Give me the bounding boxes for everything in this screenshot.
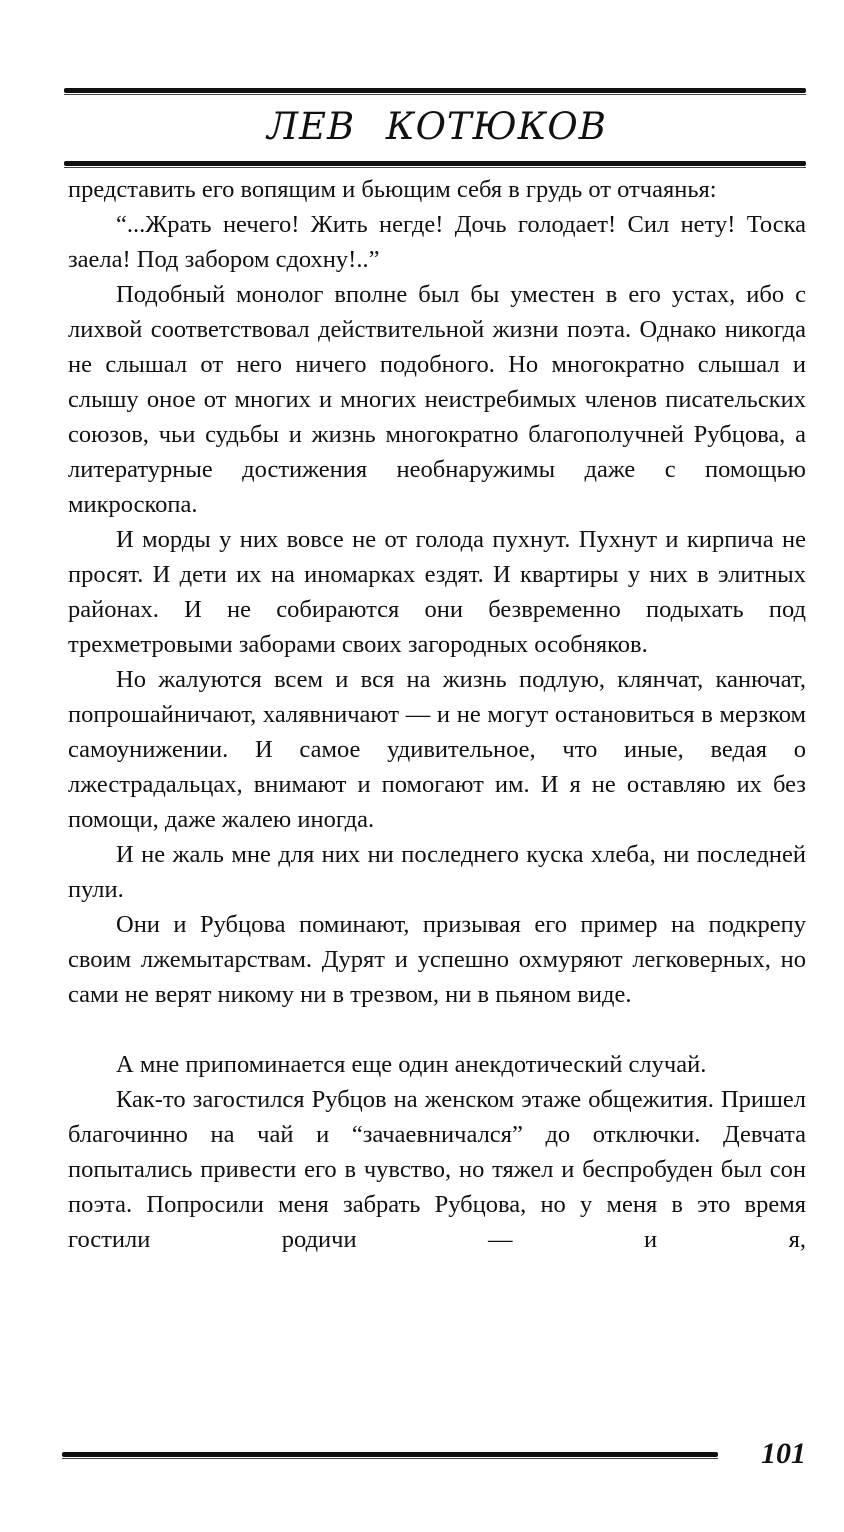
paragraph-quote: “...Жрать нечего! Жить негде! Дочь голодает! Сил нету! Тоска заела! Под забором сдохну!..” — [68, 211, 806, 273]
page-number: 101 — [761, 1437, 806, 1470]
header-top-rule — [64, 88, 806, 93]
header-bottom-rule — [64, 161, 806, 166]
section-break — [68, 1012, 806, 1047]
page-footer — [62, 1437, 806, 1471]
paragraph: И морды у них вовсе не от голода пухнут. Пухнут и кирпича не просят. И дети их на иномарках ездят. И квартиры у них в элитных районах. И не собираются они безвременно подыхать под трехметровыми заборами своих загородных особняков. — [68, 526, 806, 658]
paragraph: представить его вопящим и бьющим себя в грудь от отчаянья: — [68, 176, 717, 203]
paragraph: И не жаль мне для них ни последнего куска хлеба, ни последней пули. — [68, 841, 806, 903]
paragraph: Подобный монолог вполне был бы уместен в его устах, ибо с лихвой соответствовал действительной жизни поэта. Однако никогда не слышал от него ничего подобного. Но многократно слышал и слышу оное от многих и многих неистребимых членов писательских союзов, чьи судьбы и жизнь многократно благополучней Рубцова, а литературные достижения необнаружимы даже с помощью микроскопа. — [68, 281, 806, 518]
paragraph: А мне припоминается еще один анекдотический случай. — [116, 1051, 707, 1078]
paragraph: Но жалуются всем и вся на жизнь подлую, клянчат, канючат, попрошайничают, халявничают — и не могут остановиться в мерзком самоунижении. И самое удивительное, что иные, ведая о лжестрадальцах, внимают и помогают им. И я не оставляю их без помощи, даже жалею иногда. — [68, 666, 806, 833]
running-head-author: ЛЕВ КОТЮКОВ — [267, 105, 607, 148]
paragraph: Они и Рубцова поминают, призывая его пример на подкрепу своим лжемытарствам. Дурят и успешно охмуряют легковерных, но сами не верят никому ни в трезвом, ни в пьяном виде. — [68, 911, 806, 1008]
body-text — [68, 172, 806, 1257]
paragraph: Как-то загостился Рубцов на женском этаже общежития. Пришел благочинно на чай и “зачаевничался” до отключки. Девчата попытались привести его в чувство, но тяжел и беспробуден был сон поэта. Попросили меня забрать Рубцова, но у меня в это время гостили родичи — и я, — [68, 1086, 806, 1253]
footer-rule — [62, 1452, 718, 1457]
book-page — [68, 88, 806, 1257]
